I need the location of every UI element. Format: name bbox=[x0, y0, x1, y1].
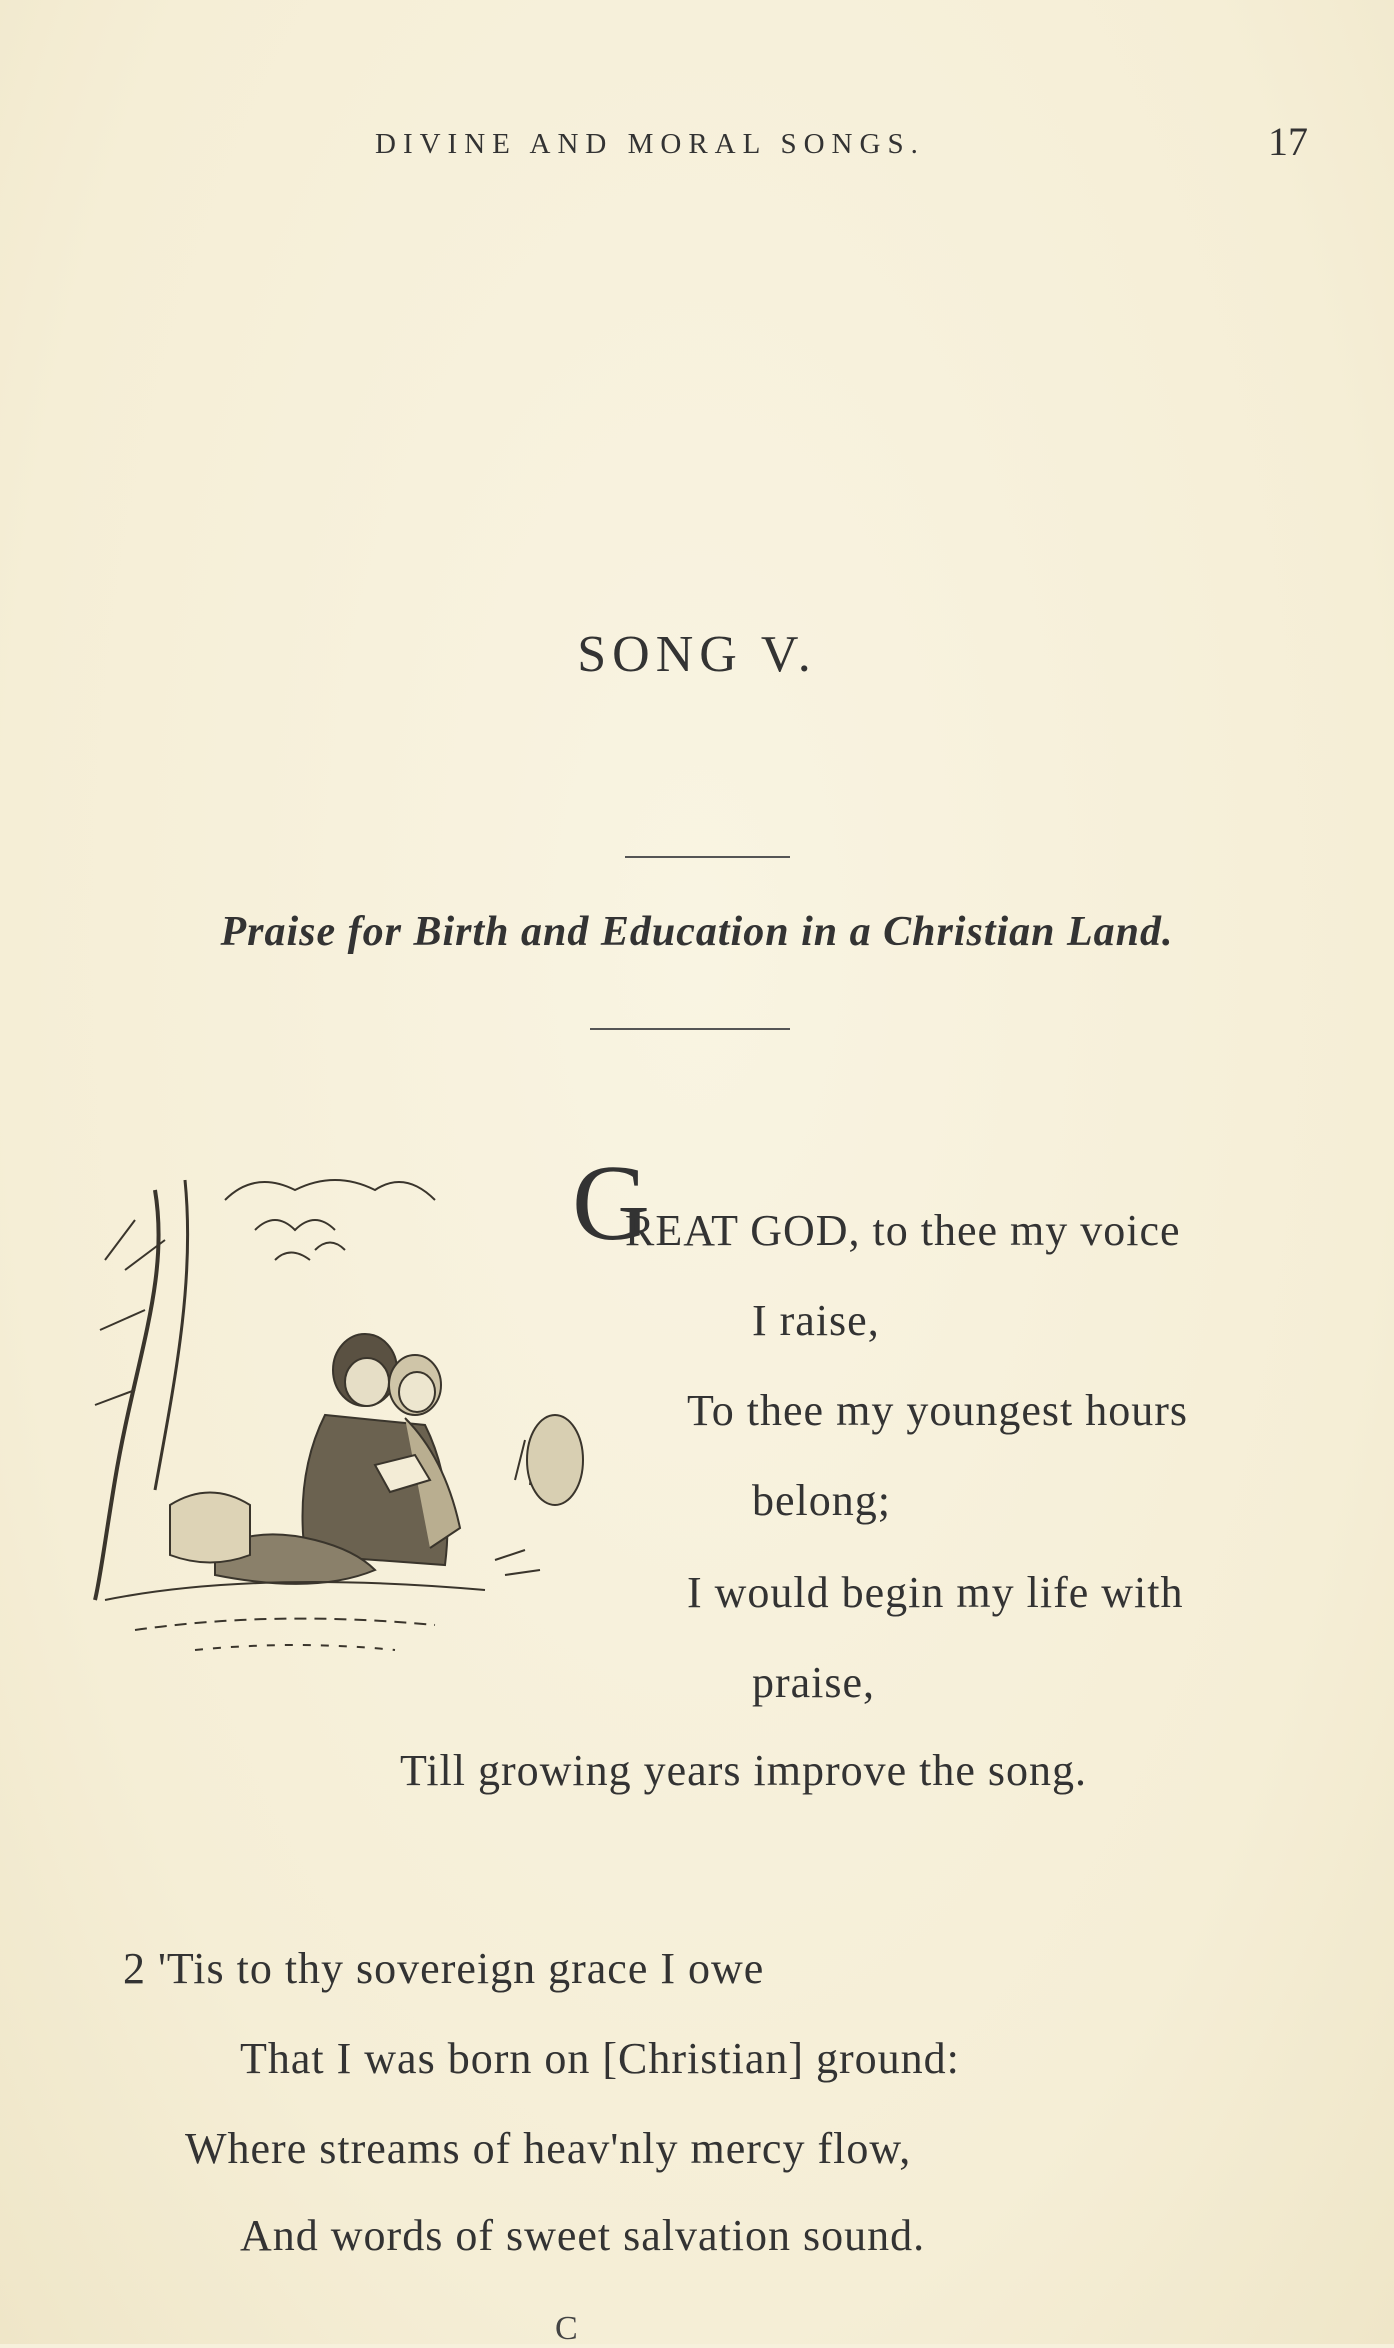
running-title: DIVINE AND MORAL SONGS. bbox=[375, 128, 925, 160]
verse-line: That I was born on [Christian] ground: bbox=[240, 2034, 960, 2083]
verse-line: I raise, bbox=[752, 1296, 880, 1345]
drop-cap: G bbox=[572, 1144, 650, 1263]
signature-mark: C bbox=[555, 2310, 578, 2347]
verse-line: To thee my youngest hours bbox=[687, 1386, 1188, 1435]
divider-bottom bbox=[590, 1028, 790, 1030]
divider-top bbox=[625, 856, 790, 858]
verse-line: 2 'Tis to thy sovereign grace I owe bbox=[123, 1944, 765, 1993]
verse-line: Where streams of heav'nly mercy flow, bbox=[185, 2124, 912, 2173]
page-number: 17 bbox=[1268, 119, 1308, 164]
verse-line: belong; bbox=[752, 1476, 891, 1525]
song-title: SONG V. bbox=[577, 626, 817, 683]
verse-line: I would begin my life with bbox=[687, 1568, 1184, 1617]
verse-line: And words of sweet salvation sound. bbox=[240, 2211, 926, 2260]
verse-line: praise, bbox=[752, 1658, 876, 1707]
song-subtitle: Praise for Birth and Education in a Christian Land. bbox=[220, 909, 1174, 955]
verse-line: Till growing years improve the song. bbox=[400, 1746, 1087, 1795]
verse-line: REAT GOD, to thee my voice bbox=[625, 1206, 1181, 1255]
